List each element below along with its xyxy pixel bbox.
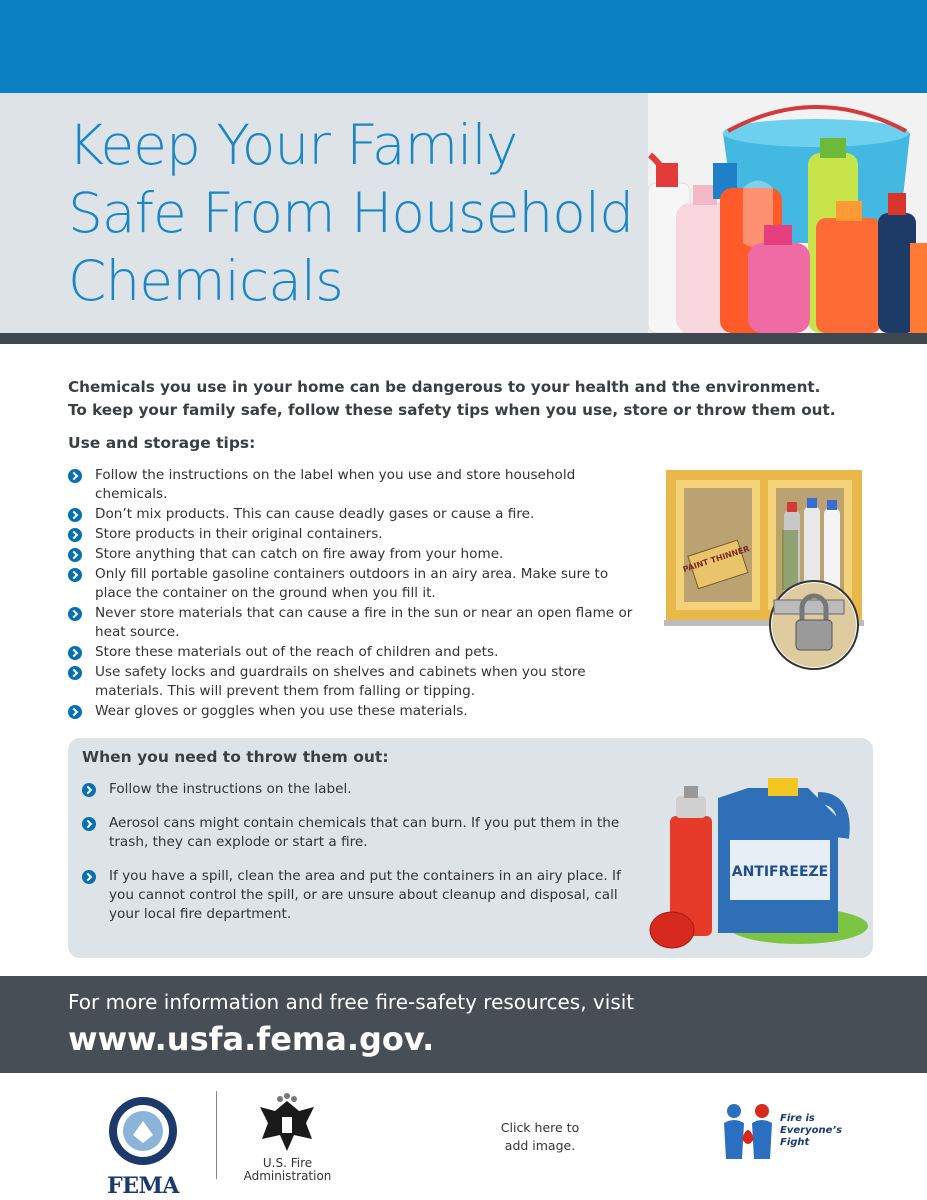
footer-url-link[interactable]: www.usfa.fema.gov. <box>68 1020 435 1058</box>
intro-text <box>68 376 868 422</box>
chevron-right-icon <box>68 607 82 621</box>
fire-is-everyones-fight-logo <box>716 1099 846 1169</box>
use-tips-list <box>68 466 648 722</box>
top-banner <box>0 0 927 93</box>
chevron-right-icon <box>68 666 82 680</box>
add-image-placeholder[interactable] <box>488 1119 592 1155</box>
chevron-right-icon <box>68 528 82 542</box>
antifreeze-label: ANTIFREEZE <box>731 864 829 880</box>
usfa-line-1: U.S. Fire <box>262 1156 313 1170</box>
list-item <box>68 643 648 662</box>
logo-strip <box>0 1073 927 1200</box>
intro-line-2: To keep your family safe, follow these safety tips when you use, store or throw them out. <box>68 401 836 419</box>
title-line-3: Chemicals <box>68 249 343 313</box>
chevron-right-icon <box>82 783 96 797</box>
logo-divider <box>216 1091 217 1179</box>
footer-banner <box>0 976 927 1073</box>
tip-text: Never store materials that can cause a fire in the sun or near an open flame or heat source. <box>95 605 633 640</box>
use-tips-heading: Use and storage tips: <box>68 434 256 452</box>
list-item <box>82 780 622 799</box>
list-item <box>68 702 648 721</box>
chevron-right-icon <box>82 870 96 884</box>
fief-line-1: Fire is <box>780 1113 815 1124</box>
hero-section <box>0 93 927 333</box>
list-item <box>68 604 648 642</box>
title-line-2: Safe From Household <box>68 181 634 245</box>
title-line-1: Keep Your Family <box>68 113 518 177</box>
tip-text: Store anything that can catch on fire away from your home. <box>95 546 504 562</box>
footer-info-text: For more information and free fire-safety resources, visit <box>68 990 635 1014</box>
chevron-right-icon <box>68 646 82 660</box>
click-line-1: Click here to <box>500 1120 580 1135</box>
hero-divider-bar <box>0 333 927 344</box>
list-item <box>68 565 648 603</box>
list-item <box>68 525 648 544</box>
antifreeze-illustration <box>628 758 868 958</box>
fema-wordmark: FEMA <box>107 1173 179 1199</box>
paint-thinner-label: PAINT THINNER <box>681 544 751 575</box>
tip-text: Aerosol cans might contain chemicals that can burn. If you put them in the trash, they can explode or start a fire. <box>109 815 620 850</box>
household-chemicals-image <box>648 93 927 333</box>
usfa-logo <box>240 1091 335 1186</box>
usfa-wordmark <box>240 1157 335 1183</box>
fema-logo <box>100 1091 186 1199</box>
click-line-2: add image. <box>504 1138 576 1153</box>
chevron-right-icon <box>68 548 82 562</box>
chevron-right-icon <box>68 705 82 719</box>
disposal-heading: When you need to throw them out: <box>82 748 389 766</box>
page-title <box>68 111 648 315</box>
usfa-line-2: Administration <box>243 1169 332 1183</box>
tip-text: If you have a spill, clean the area and put the containers in an airy place. If you cannot control the spill, or are unsure about cleanup and disposal, call your local fire department. <box>109 868 621 922</box>
list-item <box>68 466 648 504</box>
tip-text: Follow the instructions on the label. <box>109 781 352 797</box>
list-item <box>82 814 622 852</box>
chevron-right-icon <box>68 469 82 483</box>
list-item <box>68 663 648 701</box>
tip-text: Follow the instructions on the label when you use and store household chemicals. <box>95 467 576 502</box>
tip-text: Wear gloves or goggles when you use these materials. <box>95 703 468 719</box>
disposal-tips-box <box>68 738 873 958</box>
list-item <box>68 545 648 564</box>
tip-text: Store these materials out of the reach of children and pets. <box>95 644 499 660</box>
list-item <box>68 505 648 524</box>
chevron-right-icon <box>68 568 82 582</box>
intro-line-1: Chemicals you use in your home can be dangerous to your health and the environment. <box>68 378 821 396</box>
chevron-right-icon <box>68 508 82 522</box>
list-item <box>82 867 622 924</box>
tip-text: Only fill portable gasoline containers outdoors in an airy area. Make sure to place the container on the ground when you fill it. <box>95 566 609 601</box>
locked-cabinet-illustration <box>664 470 864 670</box>
fief-line-3: Fight <box>780 1137 810 1148</box>
chevron-right-icon <box>82 817 96 831</box>
tip-text: Don’t mix products. This can cause deadly gases or cause a fire. <box>95 506 535 522</box>
disposal-tips-list <box>82 780 622 939</box>
tip-text: Store products in their original containers. <box>95 526 383 542</box>
fief-line-2: Everyone’s <box>780 1125 843 1136</box>
tip-text: Use safety locks and guardrails on shelves and cabinets when you store materials. This will prevent them from falling or tipping. <box>95 664 586 699</box>
